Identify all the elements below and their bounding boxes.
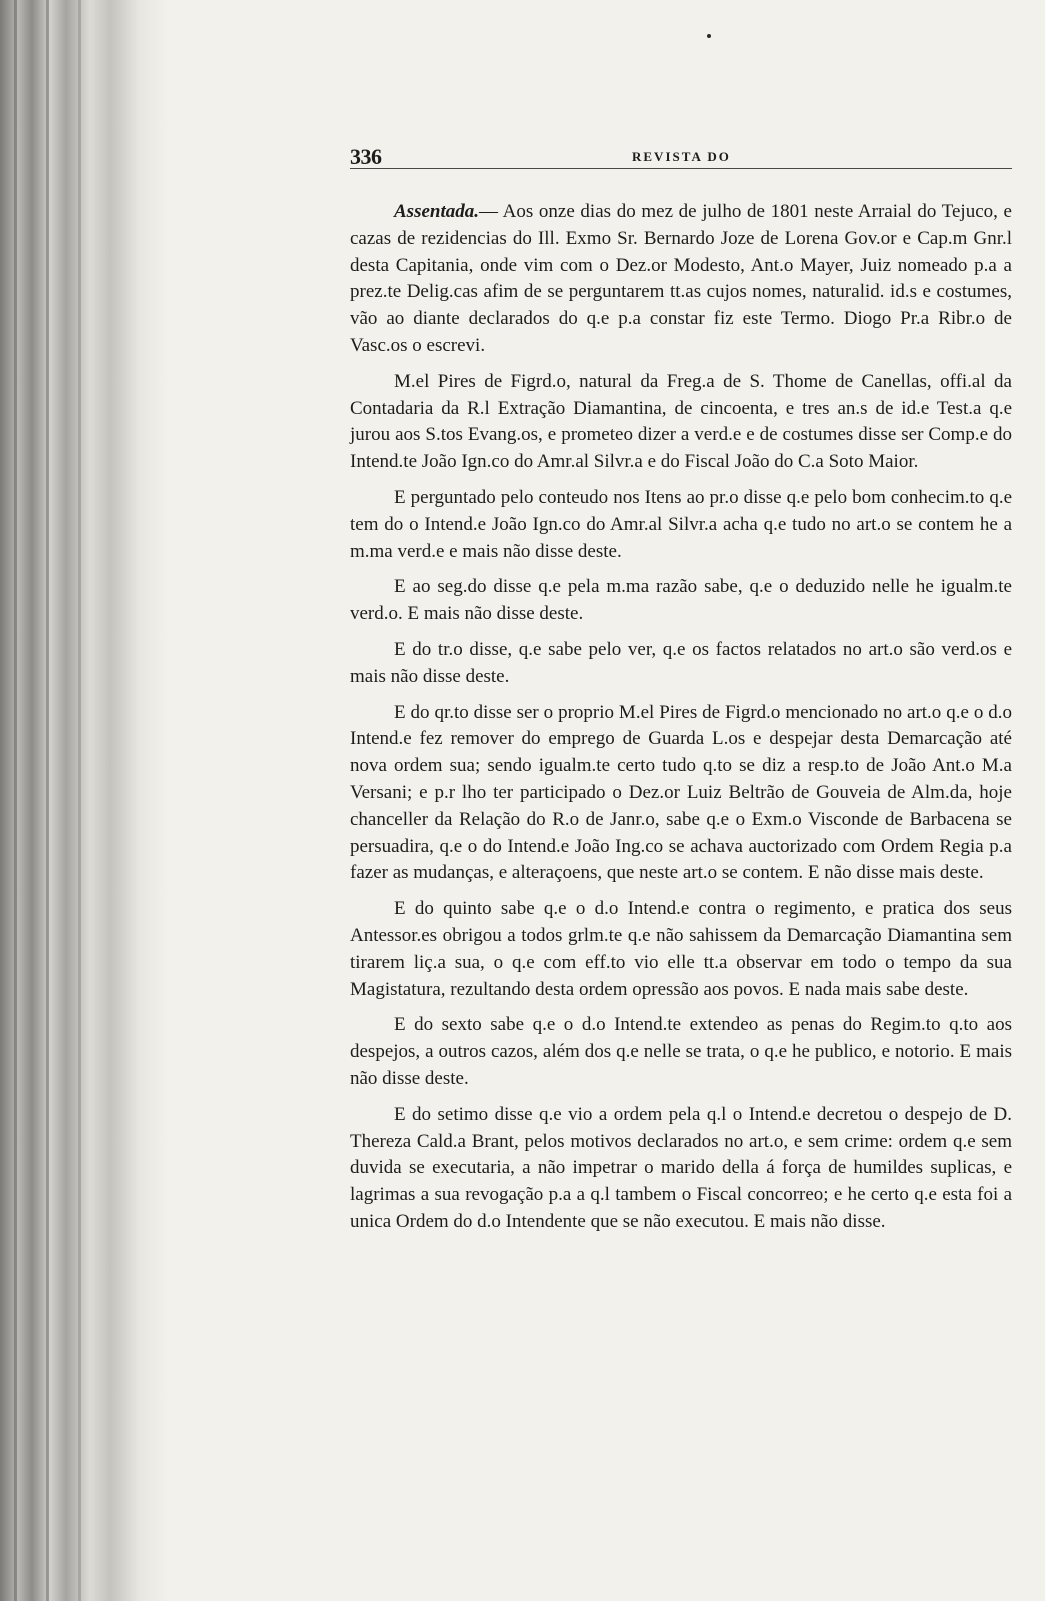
paragraph-text: E do sexto sabe q.e o d.o Intend.te extendeo as penas do Regim.to q.to aos despejos, a outros cazos, além dos q.e nelle se trata, o q.e he publico, e notorio. E mais não disse deste. xyxy=(350,1014,1012,1089)
paragraph-text: M.el Pires de Figrd.o, natural da Freg.a de S. Thome de Canellas, offi.al da Contadaria da R.l Extração Diamantina, de cincoenta, e tres an.s de id.e Test.a q.e jurou aos S.tos Evang.os, e prometeo dizer a verd.e e de costumes disse ser Comp.e do Intend.te João Ign.co do Amr.al Silvr.a e do Fiscal João do C.a Soto Maior. xyxy=(350,370,1012,473)
gutter-streak xyxy=(46,0,49,1601)
page-number: 336 xyxy=(350,144,382,169)
paragraph xyxy=(350,700,1012,888)
paragraph xyxy=(350,1102,1012,1236)
paragraph-text: E do quinto sabe q.e o d.o Intend.e contra o regimento, e pratica dos seus Antessor.es obrigou a todos grlm.te q.e não sahissem da Demarcação Diamantina sem tirarem liç.a sua, o q.e com eff.to vio elle tt.a observar em todo o tempo da sua Magistatura, rezultando desta ordem opressão aos povos. E nada mais sabe deste. xyxy=(350,898,1012,1000)
paragraph xyxy=(350,896,1012,1003)
binding-gutter-shadow xyxy=(0,0,170,1601)
paragraph-lead: Assentada. xyxy=(394,201,479,222)
paragraph-text: — Aos onze dias do mez de julho de 1801 neste Arraial do Tejuco, e cazas de rezidencias do Ill. Exmo Sr. Bernardo Joze de Lorena Gov.or e Cap.m Gnr.l desta Capitania, onde vim com o Dez.or Modesto, Ant.o Mayer, Juiz nomeado p.a a prez.te Delig.cas afim de se perguntarem tt.as cujos nomes, naturalid. id.s e costumes, vão ao diante declarados do q.e p.a constar fiz este Termo. Diogo Pr.a Ribr.o de Vasc.os o escrevi. xyxy=(350,201,1012,356)
gutter-streak xyxy=(78,0,81,1601)
paragraph-text: E do setimo disse q.e vio a ordem pela q.l o Intend.e decretou o despejo de D. Thereza Cald.a Brant, pelos motivos declarados no art.o, e sem crime: ordem q.e sem duvida se executaria, a não impetrar o marido della á força de humildes suplicas, e lagrimas a sua revogação p.a a q.l tambem o Fiscal concorreo; e he certo q.e esta foi a unica Ordem do d.o Intendente que se não executou. E mais não disse. xyxy=(350,1103,1012,1232)
paragraph-text: E perguntado pelo conteudo nos Itens ao pr.o disse q.e pelo bom conhecim.to q.e tem do o Intend.e João Ign.co do Amr.al Silvr.a acha q.e tudo no art.o se contem he a m.ma verd.e e mais não disse deste. xyxy=(350,486,1012,562)
body-text xyxy=(350,199,1012,1236)
paragraph-assentada xyxy=(350,199,1012,360)
print-speck xyxy=(707,34,711,38)
paragraph xyxy=(350,637,1012,691)
running-head xyxy=(350,128,1012,169)
paragraph xyxy=(350,485,1012,565)
paragraph xyxy=(350,574,1012,628)
gutter-streak xyxy=(14,0,17,1601)
paragraph-text: E do qr.to disse ser o proprio M.el Pires de Figrd.o mencionado no art.o q.e o d.o Intend.e fez remover do emprego de Guarda L.os e despejar desta Demarcação até nova ordem sua; sendo igualm.te certo tudo q.to se diz a resp.to de João Ant.o M.a Versani; e p.r lho ter participado o Dez.or Luiz Beltrão de Gouveia de Alm.da, hoje chanceller da Relação do R.o de Janr.o, sabe q.e o Exm.o Visconde de Barbacena se persuadira, q.e o do Intend.e João Ing.co se achava auctorizado com Ordem Regia p.a fazer as mudanças, e alteraçoens, que neste art.o se contem. E não disse mais deste. xyxy=(350,701,1012,884)
paragraph-text: E do tr.o disse, q.e sabe pelo ver, q.e os factos relatados no art.o são verd.os e mais não disse deste. xyxy=(350,638,1012,687)
paragraph xyxy=(350,369,1012,476)
page xyxy=(350,128,1012,1245)
running-head-title: REVISTA DO xyxy=(632,149,731,164)
paragraph-text: E ao seg.do disse q.e pela m.ma razão sabe, q.e o deduzido nelle he igualm.te verd.o. E mais não disse deste. xyxy=(350,576,1012,625)
paragraph xyxy=(350,1012,1012,1092)
